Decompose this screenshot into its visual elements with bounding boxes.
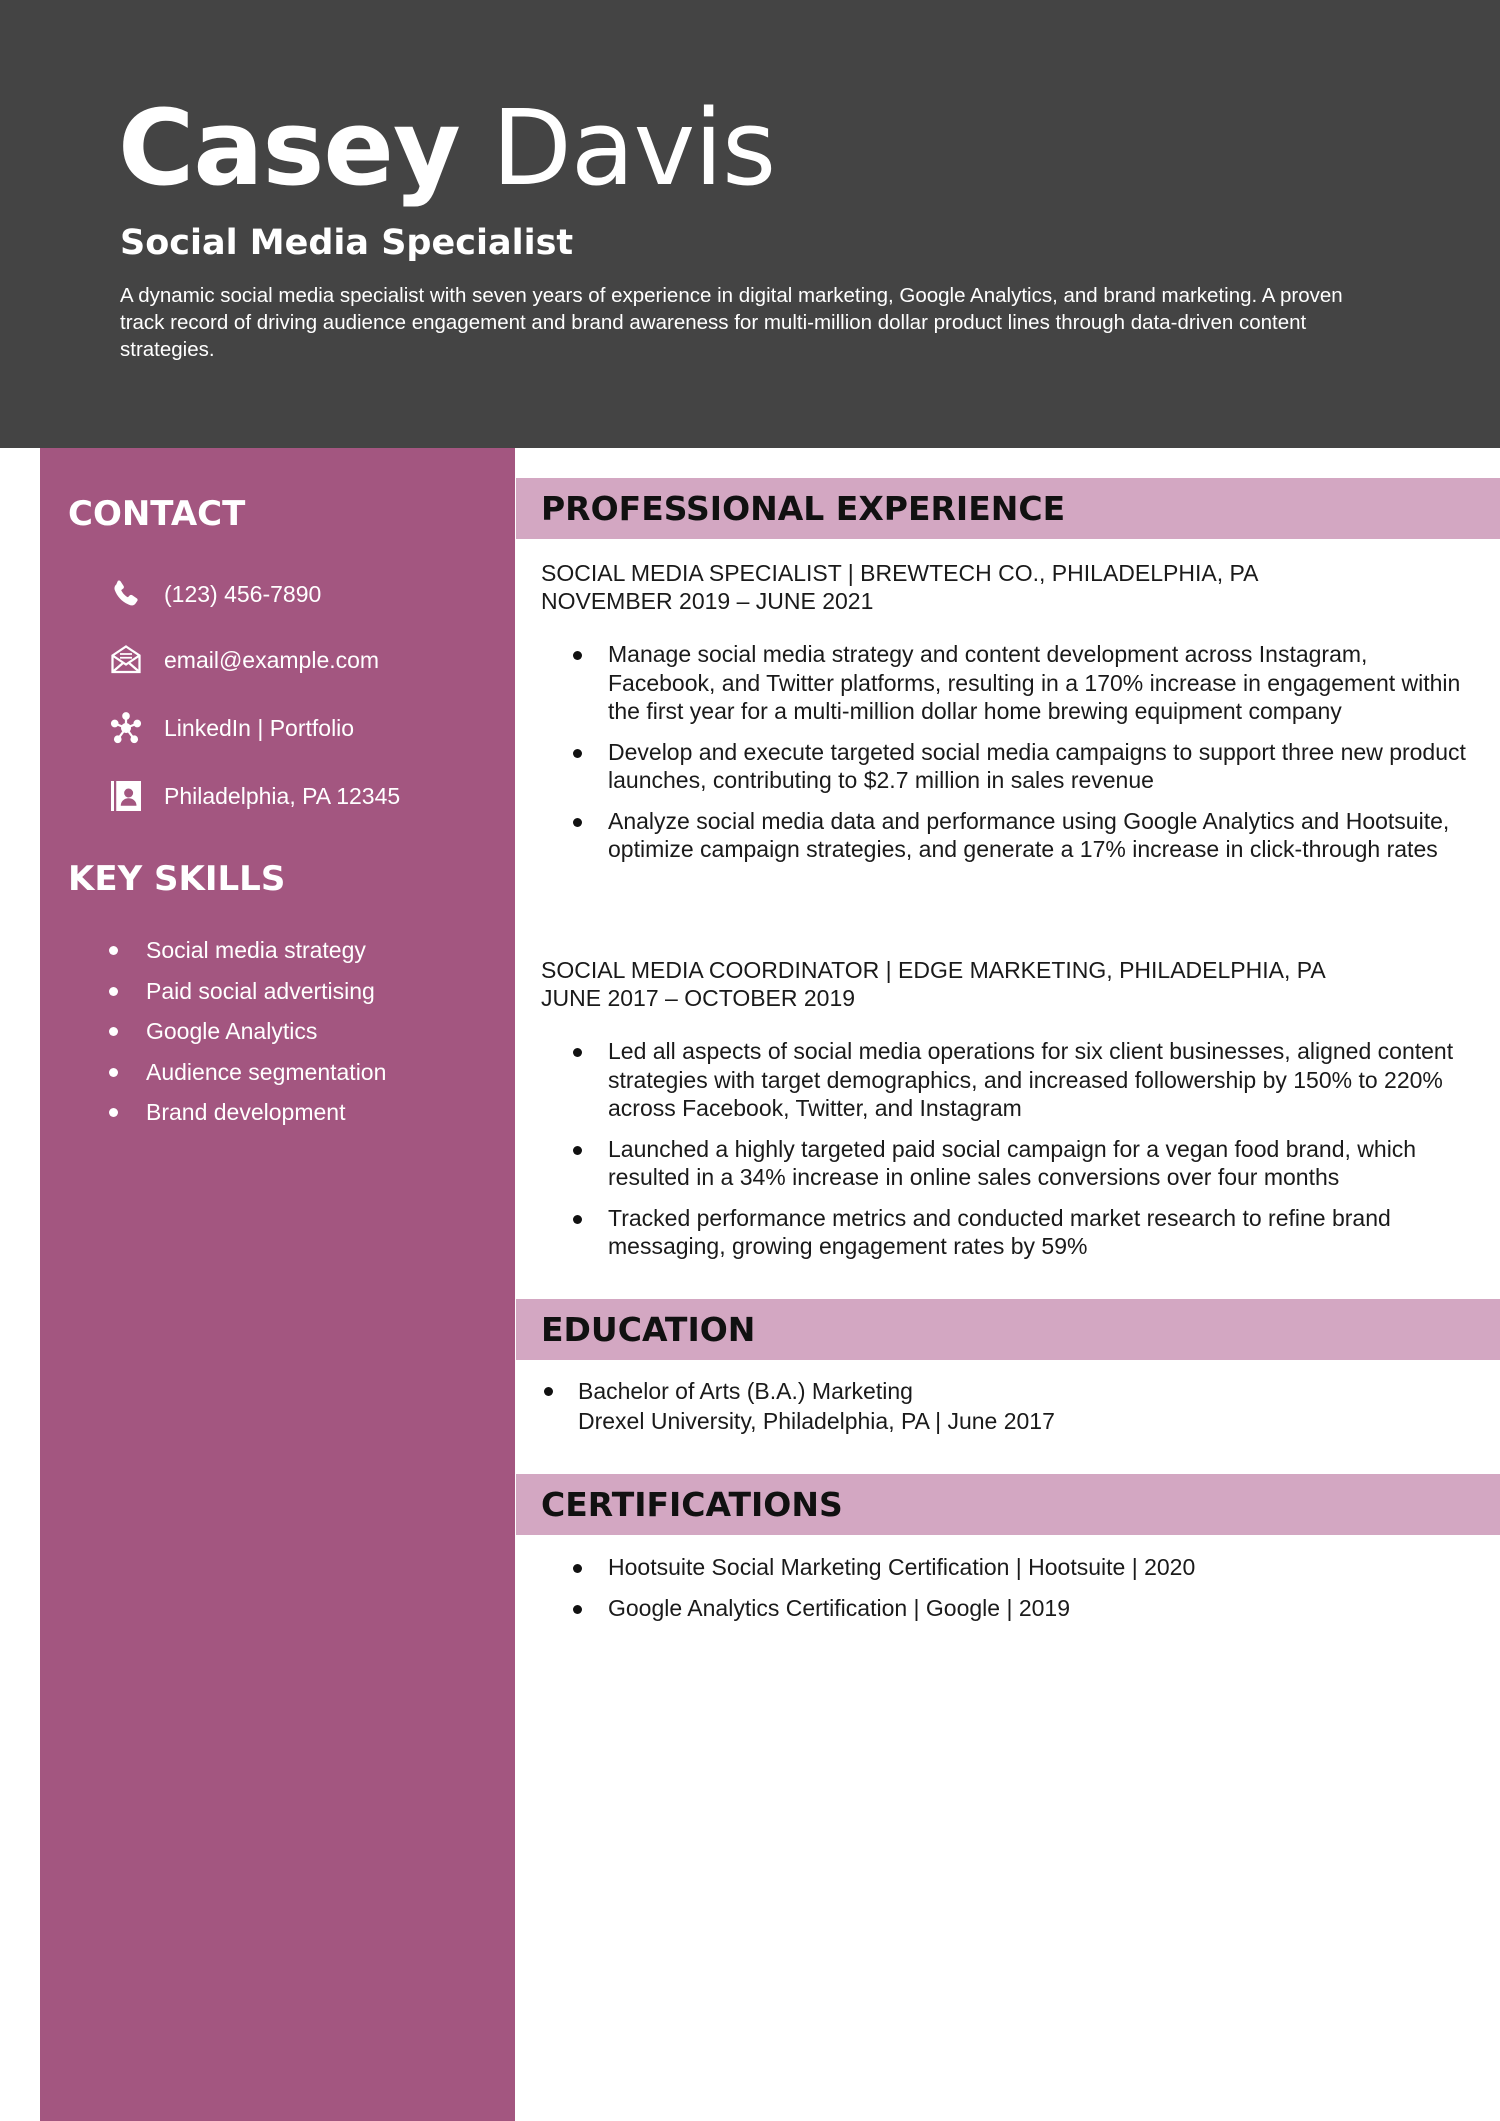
job-2-bullets — [541, 1037, 1471, 1273]
list-item: Launched a highly targeted paid social campaign for a vegan food brand, which resulted in a 34% increase in online sales conversions over four months — [541, 1135, 1471, 1192]
school: Drexel University, Philadelphia, PA | June 2017 — [578, 1408, 1055, 1434]
list-item: Paid social advertising — [106, 971, 386, 1012]
certifications-list — [541, 1553, 1471, 1634]
phone-number: (123) 456-7890 — [164, 580, 322, 607]
list-item: Led all aspects of social media operations for six client businesses, aligned content strategies with target demographics, and increased followership by 150% to 220% across Facebook, Twitter, and Instagram — [541, 1037, 1471, 1123]
list-item: Google Analytics — [106, 1011, 386, 1052]
job-dates: JUNE 2017 – OCTOBER 2019 — [541, 985, 856, 1011]
skills-list — [106, 930, 386, 1133]
contact-heading: CONTACT — [68, 494, 246, 534]
list-item: Social media strategy — [106, 930, 386, 971]
job-2-header — [541, 956, 1326, 1012]
contact-address — [106, 774, 400, 818]
certifications-heading: CERTIFICATIONS — [541, 1485, 843, 1524]
network-icon — [106, 708, 146, 748]
contact-phone — [106, 572, 321, 616]
job-1-bullets — [541, 640, 1471, 876]
job-role: SOCIAL MEDIA SPECIALIST | BREWTECH CO., PHILADELPHIA, PA — [541, 560, 1259, 586]
list-item: Google Analytics Certification | Google | 2019 — [541, 1594, 1471, 1623]
job-title: Social Media Specialist — [120, 223, 574, 263]
address-card-icon — [106, 776, 146, 816]
first-name: Casey — [118, 87, 460, 209]
experience-section-header — [516, 478, 1500, 539]
list-item: Develop and execute targeted social media campaigns to support three new product launches, contributing to $2.7 million in sales revenue — [541, 738, 1471, 795]
certifications-section-header — [516, 1474, 1500, 1535]
resume-header — [0, 0, 1500, 448]
education-heading: EDUCATION — [541, 1310, 756, 1349]
experience-heading: PROFESSIONAL EXPERIENCE — [541, 489, 1066, 528]
contact-email — [106, 638, 379, 682]
list-item: Hootsuite Social Marketing Certification | Hootsuite | 2020 — [541, 1553, 1471, 1582]
list-item: Manage social media strategy and content development across Instagram, Facebook, and Twitter platforms, resulting in a 170% increase in engagement within the first year for a multi-million dollar home brewing equipment company — [541, 640, 1471, 726]
linkedin-portfolio-links[interactable]: LinkedIn | Portfolio — [164, 714, 355, 741]
list-item: Audience segmentation — [106, 1052, 386, 1093]
email-address[interactable]: email@example.com — [164, 646, 380, 673]
sidebar — [40, 448, 515, 2121]
professional-summary: A dynamic social media specialist with seven years of experience in digital marketing, Google Analytics, and brand marketing. A proven track record of driving audience engagement and brand awareness for multi-million dollar product lines through data-driven content strategies. — [120, 284, 1343, 361]
candidate-name — [118, 88, 775, 208]
list-item — [541, 1376, 1471, 1436]
list-item: Tracked performance metrics and conducted market research to refine brand messaging, growing engagement rates by 59% — [541, 1204, 1471, 1261]
contact-links — [106, 706, 354, 750]
email-icon — [106, 640, 146, 680]
education-section-header — [516, 1299, 1500, 1360]
key-skills-heading: KEY SKILLS — [68, 859, 286, 899]
list-item: Analyze social media data and performance using Google Analytics and Hootsuite, optimize campaign strategies, and generate a 17% increase in click-through rates — [541, 807, 1471, 864]
job-role: SOCIAL MEDIA COORDINATOR | EDGE MARKETING, PHILADELPHIA, PA — [541, 957, 1326, 983]
degree: Bachelor of Arts (B.A.) Marketing — [578, 1378, 913, 1404]
job-dates: NOVEMBER 2019 – JUNE 2021 — [541, 588, 874, 614]
last-name: Davis — [491, 87, 776, 209]
phone-icon — [106, 574, 146, 614]
location: Philadelphia, PA 12345 — [164, 782, 401, 809]
education-list — [541, 1376, 1471, 1436]
list-item: Brand development — [106, 1092, 386, 1133]
job-1-header — [541, 559, 1258, 615]
